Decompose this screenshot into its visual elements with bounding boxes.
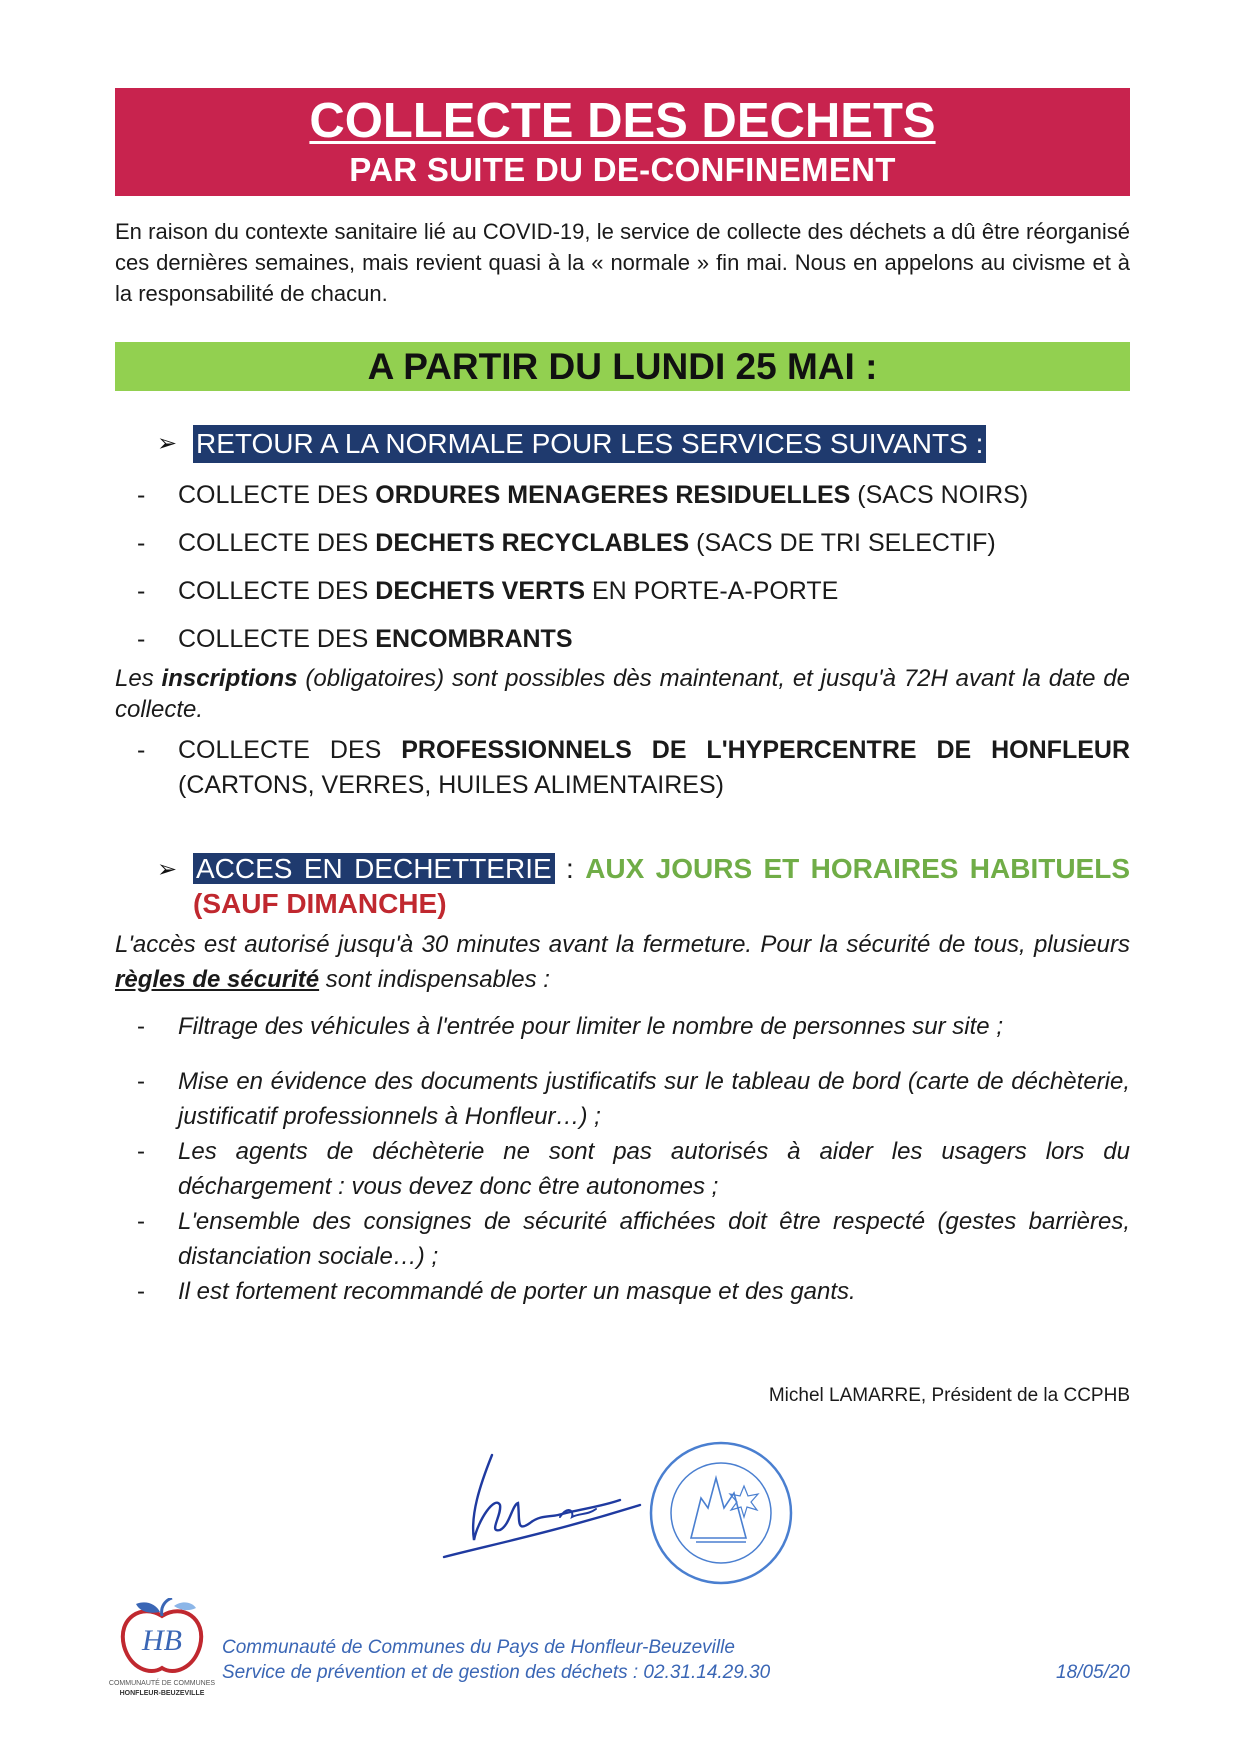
- list-item: - COLLECTE DES ORDURES MENAGERES RESIDUELLES (SACS NOIRS): [137, 481, 1029, 509]
- date-band: A PARTIR DU LUNDI 25 MAI :: [115, 342, 1130, 391]
- list-item: - COLLECTE DES DECHETS VERTS EN PORTE-A-PORTE: [137, 577, 839, 605]
- footer-service-phone: Service de prévention et de gestion des déchets : 02.31.14.29.30: [222, 1662, 771, 1683]
- title-banner: [115, 88, 1130, 196]
- signer-name: Michel LAMARRE, Président de la CCPHB: [768, 1385, 1130, 1406]
- list-item: - Il est fortement recommandé de porter un masque et des gants.: [137, 1278, 856, 1305]
- list-item: - Les agents de déchèterie ne sont pas autorisés à aider les usagers lors du déchargement : vous devez donc être autonomes ;: [137, 1138, 1130, 1200]
- logo-caption-1: COMMUNAUTÉ DE COMMUNES: [108, 1680, 216, 1687]
- footer-organization: Communauté de Communes du Pays de Honfleur-Beuzeville: [222, 1637, 735, 1658]
- section-dechetterie-title: ACCES EN DECHETTERIE: [193, 853, 555, 884]
- sunday-exception-text: (SAUF DIMANCHE): [193, 888, 447, 919]
- arrow-bullet-icon: ➢: [157, 430, 178, 457]
- signature-image: [440, 1445, 660, 1565]
- list-item: - Mise en évidence des documents justificatifs sur le tableau de bord (carte de déchèterie, justificatif professionnels à Honfleur…) ;: [137, 1068, 1130, 1130]
- logo-caption-2: HONFLEUR-BEUZEVILLE: [119, 1690, 205, 1697]
- footer-date: 18/05/20: [1056, 1662, 1130, 1683]
- page-subtitle: PAR SUITE DU DE-CONFINEMENT: [349, 151, 896, 188]
- section-normal-heading: [157, 425, 1130, 463]
- intro-paragraph: En raison du contexte sanitaire lié au COVID-19, le service de collecte des déchets a dû être réorganisé ces dernières semaines, mais revient quasi à la « normale » fin mai. Nous en appelons au civisme et à la responsabilité de chacun.: [115, 219, 1130, 306]
- list-item: - L'ensemble des consignes de sécurité affichées doit être respecté (gestes barrières, distanciation sociale…) ;: [137, 1208, 1130, 1270]
- list-item: - COLLECTE DES DECHETS RECYCLABLES (SACS DE TRI SELECTIF): [137, 529, 996, 557]
- security-rules-list: [115, 1009, 1130, 1309]
- page-title: COLLECTE DES DECHETS: [309, 94, 936, 148]
- arrow-bullet-icon: ➢: [157, 856, 178, 883]
- opening-hours-text: AUX JOURS ET HORAIRES HABITUELS: [585, 853, 1131, 884]
- official-stamp: [646, 1438, 796, 1588]
- list-item: - Filtrage des véhicules à l'entrée pour limiter le nombre de personnes sur site ;: [137, 1013, 1003, 1040]
- list-item: - COLLECTE DES PROFESSIONNELS DE L'HYPERCENTRE DE HONFLEUR (CARTONS, VERRES, HUILES ALIMENTAIRES): [137, 736, 1131, 799]
- services-list: [115, 471, 1130, 663]
- section-normal-title: RETOUR A LA NORMALE POUR LES SERVICES SUIVANTS :: [193, 425, 986, 463]
- inscriptions-note: Les inscriptions (obligatoires) sont possibles dès maintenant, et jusqu'à 72H avant la date de collecte.: [115, 665, 1130, 723]
- logo-letters: HB: [142, 1624, 182, 1657]
- list-item: - COLLECTE DES ENCOMBRANTS: [137, 625, 573, 653]
- professionals-list: [115, 733, 1130, 803]
- section-dechetterie-heading: ➢ ACCES EN DECHETTERIE : AUX JOURS ET HORAIRES HABITUELS (SAUF DIMANCHE): [157, 853, 1131, 919]
- access-paragraph: L'accès est autorisé jusqu'à 30 minutes avant la fermeture. Pour la sécurité de tous, plusieurs règles de sécurité sont indispensables :: [115, 931, 1130, 993]
- ccphb-logo: [108, 1598, 216, 1703]
- document-page: [115, 88, 1131, 1406]
